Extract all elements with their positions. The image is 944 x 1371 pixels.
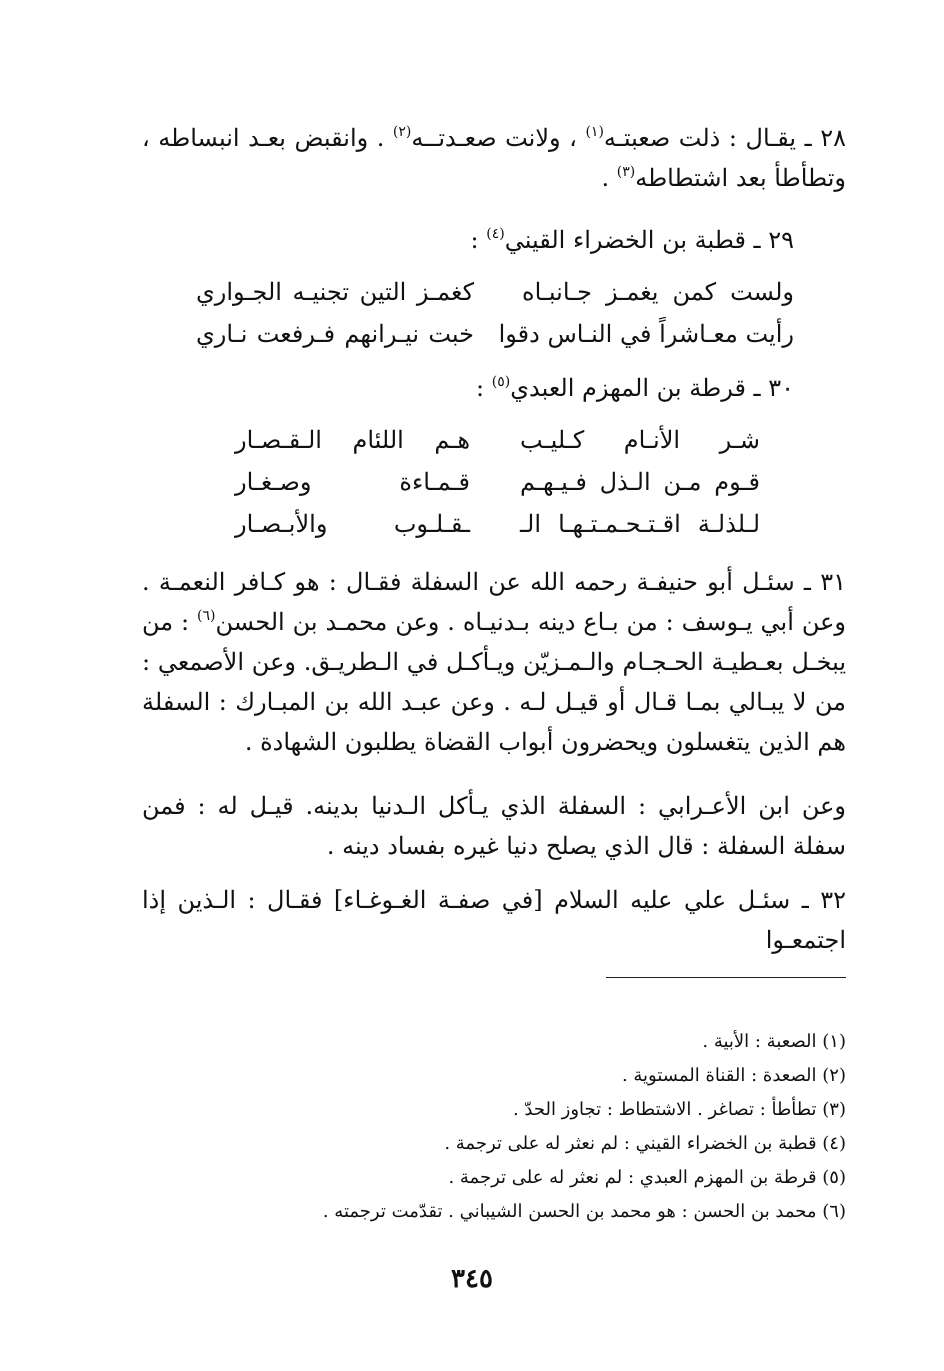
verse-row [170,504,760,544]
footnote-4: (٤) قطبة بن الخضراء القيني : لم نعثر له على ترجمة . [444,1133,846,1154]
entry-28-text-3: . وانقبض بعـد انبساطه ، وتطأطأ بعد اشتطاطه [142,124,846,192]
verse-second-hemistich: هـم اللئام الـقـصـار [235,426,470,454]
footnote-3: (٣) تطأطأ : تصاغر . الاشتطاط : تجاوز الحدّ . [512,1099,846,1120]
entry-31 [142,562,846,762]
entry-31-text-1: ٣١ ـ سئـل أبو حنيفـة رحمه الله عن السفلة فقـال : هو كـافر النعمـة . وعن أبي يـوسف : من بـاع دينه بـدنيـاه . وعن محمـد بن الحسن [142,568,846,636]
entry-30-colon: : [476,374,492,402]
entry-29-colon: : [470,226,487,254]
entry-31-text-2: : من يبخـل بعـطيـة الحـجـام والـمـزيّن ويـأكـل في الـطريـق. وعن الأصمعي : من لا يبـالي بمـا قـال أو قيـل لـه . وعن عبـد الله بن المبـارك : السفلة هم الذين يتغسلون ويحضرون أبواب القضاة يطلبون الشهادة . [142,608,846,756]
footnote-ref-6[interactable]: (٦) [197,608,216,624]
verse-second-hemistich: ـقـلـوب والأبـصـار [235,510,470,538]
footnote-ref-3[interactable]: (٣) [616,164,636,180]
entry-29-heading [471,220,794,260]
verse-row [170,420,760,460]
verse-first-hemistich: شـر الأنـام كـليـب [520,426,760,454]
entry-31-text-3: وعن ابن الأعـرابي : السفلة الذي يـأكل الـدنيا بدينه. قيـل له : فمن سفلة السفلة : قال الذي يصلح دنيا غيره بفساد دينه . [142,792,846,860]
footnote-divider [606,977,846,978]
verse-first-hemistich: قـوم مـن الـذل فـيـهـم [520,468,760,496]
verse-second-hemistich: خبت نيـرانهم فـرفعت نـاري [196,320,474,348]
entry-28-text-1: ٢٨ ـ يقـال : ذلت صعبتـه [603,124,846,152]
page-number: ٣٤٥ [451,1264,493,1294]
footnote-ref-4[interactable]: (٤) [486,226,505,242]
footnote-ref-5[interactable]: (٥) [491,374,511,390]
verse-first-hemistich: لـلذلـة اقـتـحـمـتـهـا الـ [520,510,760,538]
entry-29-title: ٢٩ ـ قطبة بن الخضراء القيني [504,226,794,254]
footnote-5: (٥) قرطة بن المهزم العبدي : لم نعثر له على ترجمة . [448,1167,846,1188]
footnote-2: (٢) الصعدة : القناة المستوية . [621,1065,846,1086]
entry-30-title: ٣٠ ـ قرطة بن المهزم العبدي [510,374,794,402]
footnote-ref-2[interactable]: (٢) [392,124,412,140]
verse-row [154,272,794,312]
footnote-ref-1[interactable]: (١) [585,124,604,140]
entry-32-text: ٣٢ ـ سئـل علي عليه السلام [في صفـة الغـوغـاء] فقـال : الـذين إذا اجتمعـوا [142,886,846,954]
verse-row [154,314,794,354]
entry-30-heading [476,368,794,408]
verse-row [170,462,760,502]
verse-first-hemistich: ولست كمن يغمـز جـانبـاه [522,278,794,306]
entry-28-text-4: . [601,164,617,192]
entry-28 [142,118,846,198]
footnote-6: (٦) محمد بن الحسن : هو محمد بن الحسن الشيباني . تقدّمت ترجمته . [322,1201,846,1222]
verse-first-hemistich: رأيت معـاشراً في النـاس دقوا [498,320,794,348]
footnote-1: (١) الصعبة : الأبية . [702,1031,846,1052]
verse-second-hemistich: كغمـز التين تجنيـه الجـواري [196,278,474,306]
entry-31-continuation [142,786,846,866]
verse-second-hemistich: قـمـاءة وصـغـار [235,468,470,496]
entry-32 [142,880,846,960]
entry-28-text-2: ، ولانت صعـدتــه [411,124,586,152]
